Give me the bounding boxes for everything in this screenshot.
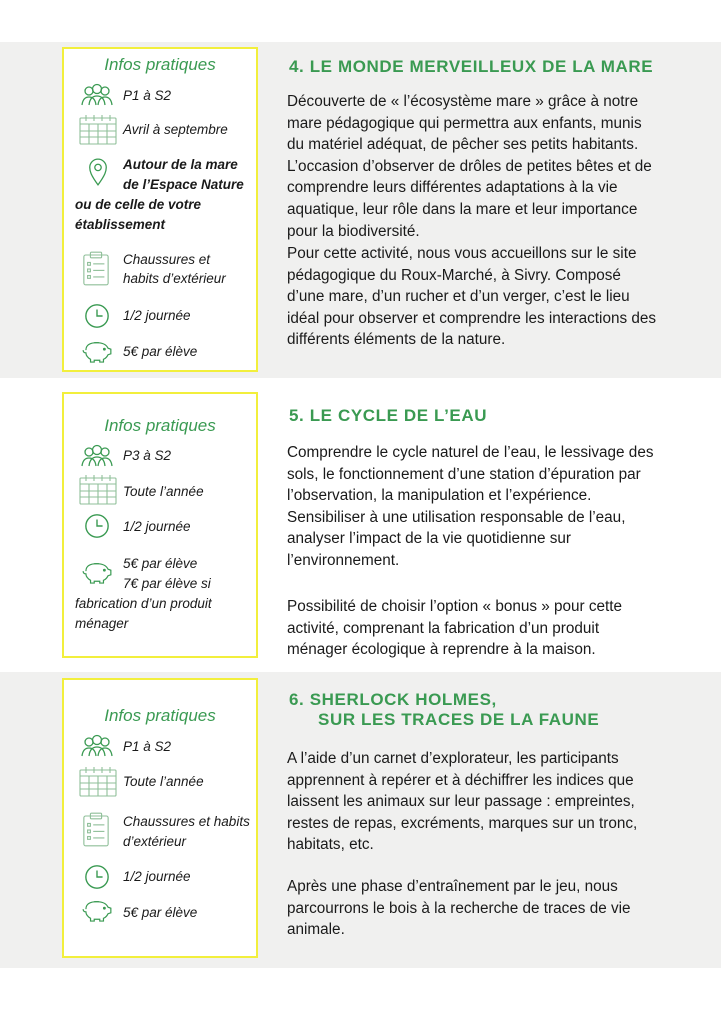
location-line-2: de l’Espace Nature — [123, 177, 244, 192]
section-6-heading-line-1: 6. SHERLOCK HOLMES, — [289, 690, 497, 709]
section-5-paragraph-1: Comprendre le cycle naturel de l’eau, le lessivage des sols, le fonctionnement d’une station d’épuration par l’observation, la manipulation et l’expérience. Sensibiliser à une utilisation responsable de l’eau, analyser l’impact de la vie quotidienne sur l’environnement. — [287, 444, 654, 569]
price-line-1: 5€ par élève — [123, 556, 198, 571]
piggy-bank-icon — [80, 898, 114, 922]
location-line-1: Autour de la mare — [123, 157, 238, 172]
clipboard-icon — [82, 251, 110, 287]
section-4-paragraph-1: Découverte de « l’écosystème mare » grâce à notre mare pédagogique qui permettra aux enfants, munis du matériel adéquat, de pêcher ses petits habitants. L’occasion d’observer de drôles de petites bêtes et de comprendre leurs différentes adaptations à la vie aquatique, leur rôle dans la mare et leur importance pour la biodiversité. — [287, 93, 652, 240]
section-5-paragraph-2: Possibilité de choisir l’option « bonus » pour cette activité, comprenant la fabrication d’un produit ménager écologique à reprendre à la maison. — [287, 598, 623, 659]
infos-title: Infos pratiques — [104, 706, 216, 725]
calendar-icon — [78, 474, 118, 506]
age-range: P3 à S2 — [123, 448, 172, 463]
price: 5€ par élève — [123, 344, 198, 359]
piggy-bank-icon — [80, 339, 114, 363]
section-4-paragraph-2: Pour cette activité, nous vous accueillons sur le site pédagogique du Roux-Marché, à Sivry. Composé d’une mare, d’un rucher et d’un verger, c’est le lieu idéal pour observer et comprendre les interactions des différents éléments de la nature. — [287, 245, 657, 349]
location-pin-icon — [87, 157, 109, 187]
clothing-line-1: Chaussures et habits — [123, 814, 250, 829]
age-range: P1 à S2 — [123, 88, 172, 103]
clock-icon — [84, 513, 110, 539]
price: 5€ par élève — [123, 905, 198, 920]
people-icon — [80, 734, 114, 758]
duration: 1/2 journée — [123, 308, 191, 323]
clothing-line-2: d’extérieur — [123, 834, 187, 849]
clock-icon — [84, 303, 110, 329]
period: Toute l’année — [123, 484, 204, 499]
age-range: P1 à S2 — [123, 739, 172, 754]
period: Toute l’année — [123, 774, 204, 789]
clock-icon — [84, 864, 110, 890]
duration: 1/2 journée — [123, 519, 191, 534]
calendar-icon — [78, 766, 118, 798]
period: Avril à septembre — [123, 122, 228, 137]
location-line-4: établissement — [75, 217, 166, 232]
calendar-icon — [78, 114, 118, 146]
infos-title: Infos pratiques — [104, 55, 216, 74]
clothing-line-2: habits d’extérieur — [123, 271, 226, 286]
clipboard-icon — [82, 812, 110, 848]
clothing-line-1: Chaussures et — [123, 252, 211, 267]
price-line-2: 7€ par élève si — [123, 576, 211, 591]
infos-title: Infos pratiques — [104, 416, 216, 435]
duration: 1/2 journée — [123, 869, 191, 884]
section-6-heading-line-2: SUR LES TRACES DE LA FAUNE — [318, 710, 600, 729]
section-6-paragraph-1: A l’aide d’un carnet d’explorateur, les participants apprennent à repérer et à déchiffrer les indices que laissent les animaux sur leur passage : empreintes, restes de repas, excréments, marques sur un tronc, habitats, etc. — [287, 750, 638, 854]
people-icon — [80, 83, 114, 107]
price-line-3: fabrication d’un produit — [75, 596, 212, 611]
people-icon — [80, 444, 114, 468]
section-4-heading: 4. LE MONDE MERVEILLEUX DE LA MARE — [289, 57, 654, 76]
price-line-4: ménager — [75, 616, 129, 631]
location-line-3: ou de celle de votre — [75, 197, 202, 212]
piggy-bank-icon — [80, 560, 114, 584]
section-5-heading: 5. LE CYCLE DE L’EAU — [289, 406, 488, 425]
section-6-paragraph-2: Après une phase d’entraînement par le jeu, nous parcourrons le bois à la recherche de traces de vie animale. — [287, 878, 631, 939]
